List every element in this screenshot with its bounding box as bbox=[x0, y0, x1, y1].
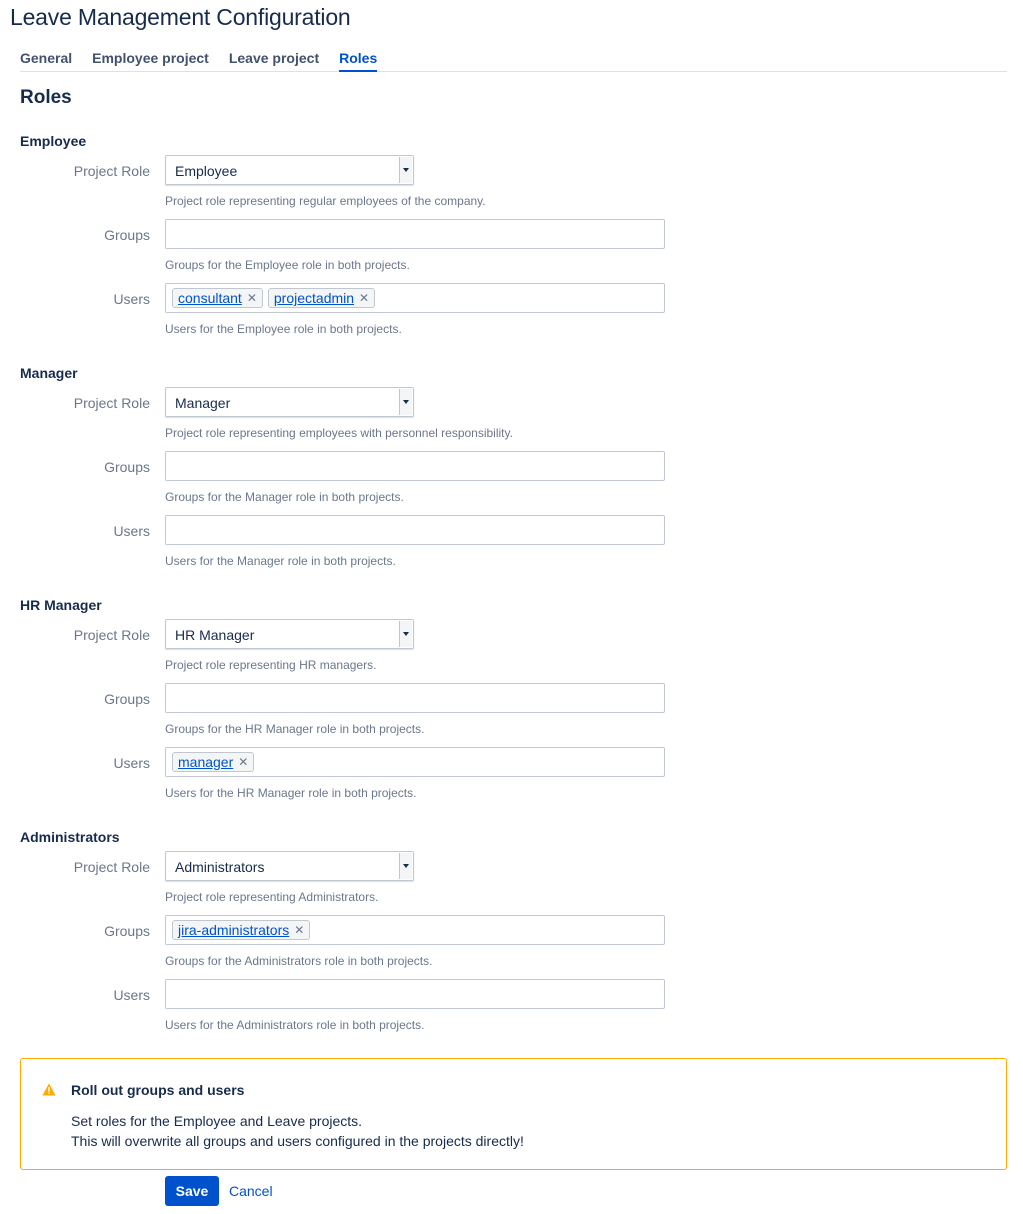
groups-input-hr-manager[interactable] bbox=[165, 683, 665, 713]
groups-input-administrators[interactable] bbox=[165, 915, 665, 945]
user-chip-label[interactable]: consultant bbox=[178, 290, 242, 306]
remove-user-icon[interactable]: ✕ bbox=[359, 291, 370, 305]
users-input-employee[interactable] bbox=[165, 283, 665, 313]
groups-label: Groups bbox=[104, 459, 150, 475]
users-description: Users for the HR Manager role in both projects. bbox=[165, 786, 417, 800]
warning-line-2: This will overwrite all groups and users configured in the projects directly! bbox=[71, 1133, 524, 1149]
users-description: Users for the Employee role in both projects. bbox=[165, 322, 402, 336]
chevron-down-icon bbox=[399, 157, 412, 183]
user-chip bbox=[172, 752, 254, 772]
project-role-select-employee[interactable] bbox=[165, 155, 414, 185]
page-title: Leave Management Configuration bbox=[10, 4, 351, 30]
groups-label: Groups bbox=[104, 923, 150, 939]
section-title: Roles bbox=[20, 87, 72, 108]
groups-description: Groups for the Administrators role in both projects. bbox=[165, 954, 433, 968]
groups-description: Groups for the Manager role in both projects. bbox=[165, 490, 404, 504]
role-section-administrators bbox=[0, 829, 1023, 1049]
tab-roles[interactable]: Roles bbox=[339, 48, 377, 72]
save-button[interactable]: Save bbox=[165, 1176, 219, 1206]
users-input-hr-manager[interactable] bbox=[165, 747, 665, 777]
users-label: Users bbox=[113, 291, 150, 307]
chevron-down-icon bbox=[399, 853, 412, 879]
tab-general[interactable]: General bbox=[20, 50, 73, 66]
role-heading: Administrators bbox=[20, 829, 120, 845]
users-input-manager[interactable] bbox=[165, 515, 665, 545]
project-role-select-manager[interactable] bbox=[165, 387, 414, 417]
project-role-label: Project Role bbox=[73, 395, 150, 411]
project-role-select-hr-manager[interactable] bbox=[165, 619, 414, 649]
groups-input-employee[interactable] bbox=[165, 219, 665, 249]
users-label: Users bbox=[113, 987, 150, 1003]
group-chip-label[interactable]: jira-administrators bbox=[178, 922, 290, 938]
user-chip-label[interactable]: projectadmin bbox=[273, 290, 355, 306]
remove-user-icon[interactable]: ✕ bbox=[246, 291, 257, 305]
users-description: Users for the Manager role in both projects. bbox=[165, 554, 396, 568]
role-heading: Manager bbox=[20, 365, 78, 381]
tab-leave-project[interactable]: Leave project bbox=[228, 50, 320, 66]
warning-line-1: Set roles for the Employee and Leave projects. bbox=[71, 1113, 363, 1129]
remove-user-icon[interactable]: ✕ bbox=[238, 755, 249, 769]
project-role-selected-value: Employee bbox=[175, 163, 238, 179]
chevron-down-icon bbox=[399, 621, 412, 647]
project-role-selected-value: Administrators bbox=[175, 859, 265, 875]
users-description: Users for the Administrators role in both projects. bbox=[165, 1018, 425, 1032]
cancel-link[interactable]: Cancel bbox=[229, 1183, 273, 1199]
warning-title: Roll out groups and users bbox=[71, 1082, 245, 1098]
group-chip bbox=[172, 920, 310, 940]
project-role-label: Project Role bbox=[73, 163, 150, 179]
user-chip-label[interactable]: manager bbox=[178, 754, 234, 770]
groups-label: Groups bbox=[104, 227, 150, 243]
project-role-description: Project role representing HR managers. bbox=[165, 658, 377, 672]
warning-message bbox=[20, 1058, 1007, 1170]
users-label: Users bbox=[113, 755, 150, 771]
tab-employee-project[interactable]: Employee project bbox=[92, 50, 209, 66]
warning-triangle-icon bbox=[42, 1083, 56, 1096]
groups-input-manager[interactable] bbox=[165, 451, 665, 481]
user-chip bbox=[268, 288, 375, 308]
project-role-label: Project Role bbox=[73, 627, 150, 643]
chevron-down-icon bbox=[399, 389, 412, 415]
groups-label: Groups bbox=[104, 691, 150, 707]
project-role-description: Project role representing Administrators. bbox=[165, 890, 379, 904]
project-role-selected-value: Manager bbox=[175, 395, 231, 411]
project-role-label: Project Role bbox=[73, 859, 150, 875]
project-role-select-administrators[interactable] bbox=[165, 851, 414, 881]
user-chip bbox=[172, 288, 263, 308]
tab-bar bbox=[20, 48, 1007, 72]
project-role-selected-value: HR Manager bbox=[175, 627, 255, 643]
groups-description: Groups for the Employee role in both projects. bbox=[165, 258, 410, 272]
role-heading: HR Manager bbox=[20, 597, 102, 613]
role-section-hr-manager bbox=[0, 597, 1023, 817]
groups-description: Groups for the HR Manager role in both projects. bbox=[165, 722, 425, 736]
users-label: Users bbox=[113, 523, 150, 539]
project-role-description: Project role representing employees with personnel responsibility. bbox=[165, 426, 513, 440]
remove-group-icon[interactable]: ✕ bbox=[294, 923, 305, 937]
role-section-employee bbox=[0, 133, 1023, 353]
role-section-manager bbox=[0, 365, 1023, 585]
project-role-description: Project role representing regular employees of the company. bbox=[165, 194, 486, 208]
users-input-administrators[interactable] bbox=[165, 979, 665, 1009]
role-heading: Employee bbox=[20, 133, 87, 149]
